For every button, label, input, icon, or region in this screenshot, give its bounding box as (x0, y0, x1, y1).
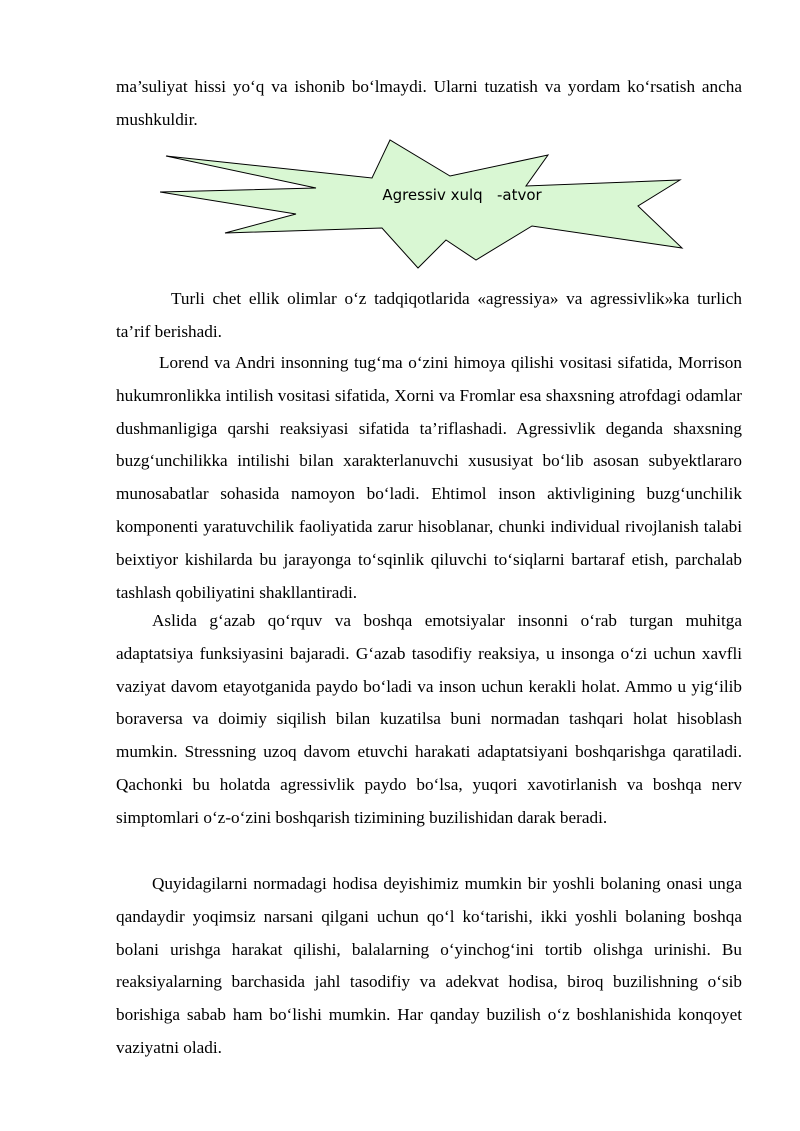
aggressive-behavior-shape (160, 138, 690, 274)
paragraph-normal-phenomena: Quyidagilarni normadagi hodisa deyishimiz mumkin bir yoshli bolaning onasi unga qandaydir yoqimsiz narsani qilgani uchun qo‘l ko‘tarishi, ikki yoshli bolaning boshqa bolani urishga harakat qilishi, balalarning o‘yinchog‘ini tortib olishga urinishi. Bu reaksiyalarning barchasida jahl tasodifiy va adekvat hodisa, biroq buzilishning o‘sib borishiga sabab ham bo‘lishi mumkin. Har qanday buzilish o‘z boshlanishida konqoyet vaziyatni oladi. (116, 874, 742, 1057)
paragraph-theories: Lorend va Andri insonning tug‘ma o‘zini himoya qilishi vositasi sifatida, Morrison hukumronlikka intilish vositasi sifatida, Xorni va Fromlar esa shaxsning atrofdagi odamlar dushmanligiga qarshi reaksiyasi sifatida ta’riflashadi. Agressivlik deganda shaxsning buzg‘unchilikka intilishi bilan xarakterlanuvchi xususiyat bo‘lib asosan subyektlararo munosabatlar sohasida namoyon bo‘ladi. Ehtimol inson aktivligining buzg‘unchilik komponenti yaratuvchilik faoliyatida zarur hisoblanar, chunki individual rivojlanish talabi beixtiyor kishilarda bu jarayonga to‘sqinlik qiluvchi to‘siqlarni bartaraf etish, parchalab tashlash qobiliyatini shakllantiradi. (116, 353, 742, 602)
paragraph-emotions: Aslida g‘azab qo‘rquv va boshqa emotsiyalar insonni o‘rab turgan muhitga adaptatsiya funksiyasini bajaradi. G‘azab tasodifiy reaksiya, u insonga o‘zi uchun xavfli vaziyat davom etayotganida paydo bo‘ladi va inson uchun kerakli holat. Ammo u yig‘ilib boraversa va doimiy siqilish bilan kuzatilsa buni normadan tashqari holat hisoblash mumkin. Stressning uzoq davom etuvchi harakati adaptatsiyani boshqarishga qaratiladi. Qachonki bu holatda agressivlik paydo bo‘lsa, yuqori xavotirlanish va boshqa nerv simptomlari o‘z-o‘zini boshqarish tizimining buzilishidan darak beradi. (116, 611, 742, 827)
paragraph-intro-continuation: ma’suliyat hissi yo‘q va ishonib bo‘lmaydi. Ularni tuzatish va yordam ko‘rsatish ancha mushkuldir. (116, 77, 742, 129)
paragraph-definitions-intro: Turli chet ellik olimlar o‘z tadqiqotlarida «agressiya» va agressivlik»ka turlich ta’rif berishadi. (116, 289, 742, 341)
shape-label: Agressiv xulq -atvor (382, 186, 542, 204)
explosion-star-shape (160, 138, 690, 274)
